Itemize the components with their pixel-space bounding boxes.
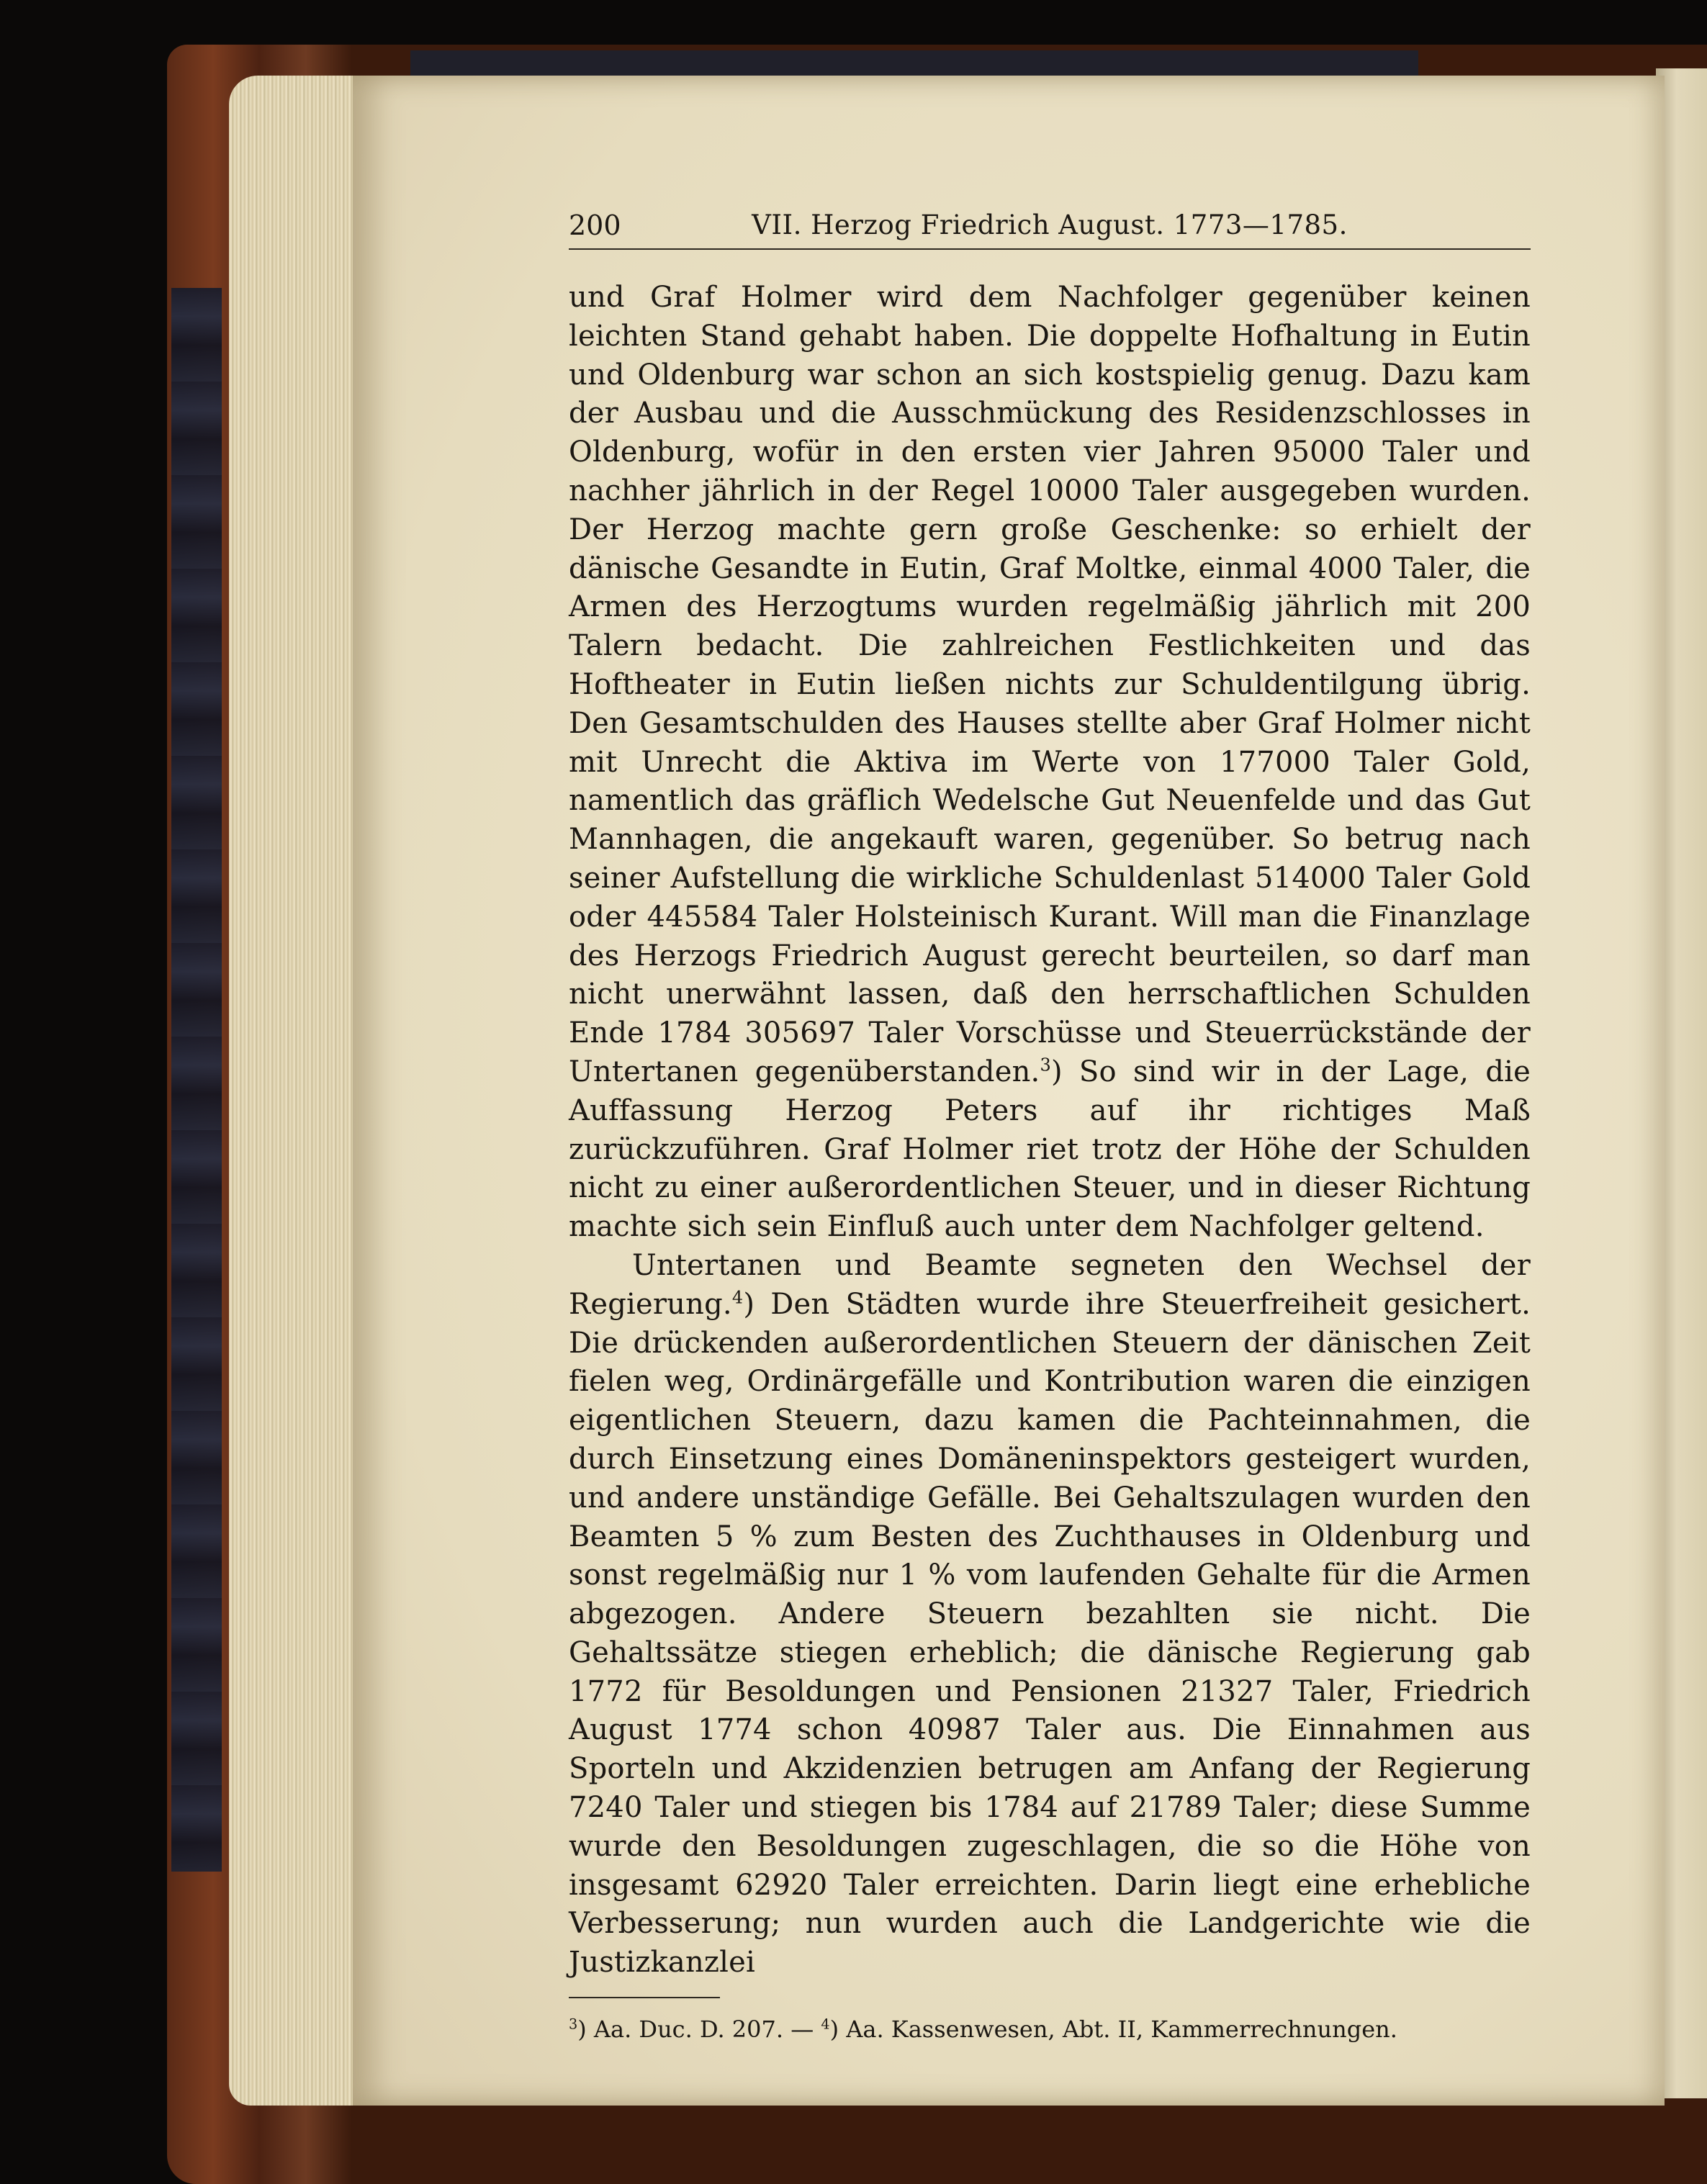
page-edges — [229, 76, 359, 2106]
body-text — [569, 279, 1531, 1982]
footnote-text: ) Aa. Duc. D. 207. — — [577, 2016, 821, 2044]
page-header — [569, 205, 1531, 250]
cover-edge-strip — [410, 50, 1418, 76]
footnote-mark: 4 — [821, 2016, 830, 2033]
paragraph-text: ) So sind wir in der Lage, die Auffassung Herzog Peters auf ihr richtiges Maß zurückzuführen. Graf Holmer riet trotz der Höhe der Schulden nicht zu einer außerordentlichen Steuer, und in dieser Richtung machte sich sein Einfluß auch unter dem Nachfolger geltend. — [569, 1055, 1531, 1244]
footnote-divider — [569, 1997, 720, 1998]
book-page — [353, 76, 1665, 2106]
footnote-reference: 3 — [1040, 1055, 1051, 1075]
paragraph-text: Untertanen und Beamte segneten den Wechsel der Regierung. — [569, 1248, 1531, 1321]
paragraph — [569, 1247, 1531, 1982]
page-content — [569, 205, 1531, 2046]
book-binding-edge — [171, 288, 222, 1872]
footnote-mark: 3 — [569, 2016, 578, 2033]
paragraph-text: und Graf Holmer wird dem Nachfolger gegenüber keinen leichten Stand gehabt haben. Die doppelte Hofhaltung in Eutin und Oldenburg war schon an sich kostspielig genug. Dazu kam der Ausbau und die Ausschmückung des Residenzschlosses in Oldenburg, wofür in den ersten vier Jahren 95000 Taler und nachher jährlich in der Regel 10000 Taler ausgegeben wurden. Der Herzog machte gern große Geschenke: so erhielt der dänische Gesandte in Eutin, Graf Moltke, einmal 4000 Taler, die Armen des Herzogtums wurden regelmäßig jährlich mit 200 Talern bedacht. Die zahlreichen Festlichkeiten und das Hoftheater in Eutin ließen nichts zur Schuldentilgung übrig. Den Gesamtschulden des Hauses stellte aber Graf Holmer nicht mit Unrecht die Aktiva im Werte von 177000 Taler Gold, namentlich das gräflich Wedelsche Gut Neuenfelde und das Gut Mannhagen, die angekauft waren, gegenüber. So betrug nach seiner Aufstellung die wirkliche Schuldenlast 514000 Taler Gold oder 445584 Taler Holsteinisch Kurant. Will man die Finanzlage des Herzogs Friedrich August gerecht beurteilen, so darf man nicht unerwähnt lassen, daß den herrschaftlichen Schulden Ende 1784 305697 Taler Vorschüsse und Steuerrückstände der Untertanen gegenüberstanden. — [569, 281, 1531, 1088]
paragraph — [569, 279, 1531, 1247]
footnotes — [569, 2013, 1531, 2046]
footnote-text: ) Aa. Kassenwesen, Abt. II, Kammerrechnungen. — [829, 2016, 1397, 2044]
footnote-reference: 4 — [731, 1287, 744, 1308]
page-number: 200 — [569, 209, 621, 241]
paragraph-text: ) Den Städten wurde ihre Steuerfreiheit gesichert. Die drückenden außerordentlichen Steuern der dänischen Zeit fielen weg, Ordinärgefälle und Kontribution waren die einzigen eigentlichen Steuern, dazu kamen die Pachteinnahmen, die durch Einsetzung eines Domäneninspektors gesteigert wurden, und andere unständige Gefälle. Bei Gehaltszulagen wurden den Beamten 5 % zum Besten des Zuchthauses in Oldenburg und sonst regelmäßig nur 1 % vom laufenden Gehalte für die Armen abgezogen. Andere Steuern bezahlten sie nicht. Die Gehaltssätze stiegen erheblich; die dänische Regierung gab 1772 für Besoldungen und Pensionen 21327 Taler, Friedrich August 1774 schon 40987 Taler aus. Die Einnahmen aus Sporteln und Akzidenzien betrugen am Anfang der Regierung 7240 Taler und stiegen bis 1784 auf 21789 Taler; diese Summe wurde den Besoldungen zugeschlagen, die so die Höhe von insgesamt 62920 Taler erreichten. Darin liegt eine erhebliche Verbesserung; nun wurden auch die Landgerichte wie die Justizkanzlei — [569, 1287, 1531, 1980]
running-head: VII. Herzog Friedrich August. 1773—1785. — [752, 209, 1348, 240]
